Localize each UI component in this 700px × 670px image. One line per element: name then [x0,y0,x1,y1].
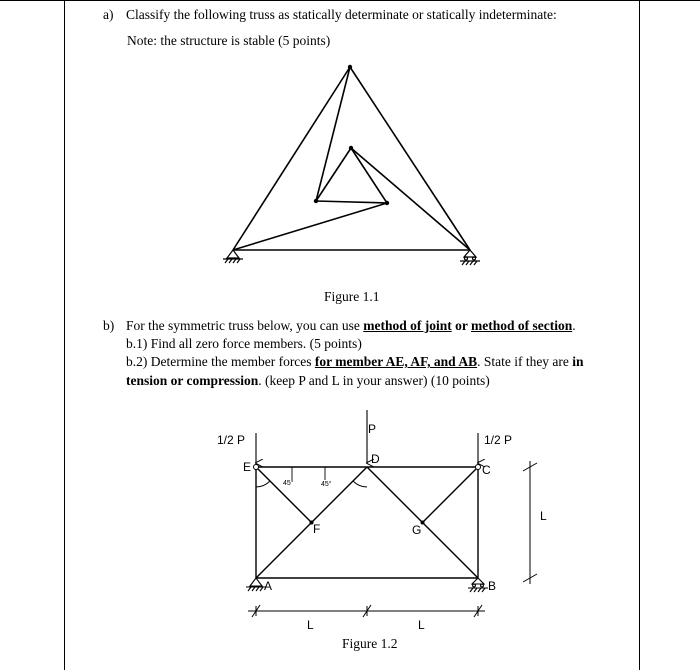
label-p: P [368,422,377,436]
member-GB [423,523,479,579]
label-half-p-left: 1/2 P [217,433,246,447]
part-a-label: a) [103,7,114,22]
label-span-l2: L [418,618,425,632]
method-of-joint: method of joint [363,318,452,333]
label-f: F [313,522,321,536]
joint-inner-right [385,201,389,205]
joint-inner-left [314,199,318,203]
hinge-E [254,465,259,470]
part-b2-pre: b.2) Determine the member forces [126,354,315,369]
part-b-line1-end: . [572,318,576,333]
part-a-question: Classify the following truss as statically determinate or statically indeterminate: [126,7,557,22]
load-arrows [256,410,478,463]
figure-1-1-truss [233,67,470,250]
label-height-l: L [540,509,547,523]
label-a: A [264,579,273,593]
figure-1-2-labels [217,422,547,632]
part-a-note: Note: the structure is stable (5 points) [127,33,331,48]
figure-1-2-joints [310,521,425,525]
member-DG [367,467,423,523]
roller-support-right [460,250,480,265]
label-c: C [482,463,491,477]
pin-support-left [223,250,243,263]
hinge-C [476,465,481,470]
part-b2-in: in [572,354,584,369]
joint-inner-top [349,146,353,150]
part-b2-post: . State if they are [477,354,573,369]
outer-left-member [233,67,350,250]
label-span-l1: L [307,618,314,632]
left-support-to-inner-member [233,203,387,250]
roller-support-B [468,578,488,592]
label-g: G [412,523,422,537]
member-GC [423,467,479,523]
angle-arc-D [353,481,367,487]
label-b: B [488,579,497,593]
pin-support-A [246,578,266,591]
joint-top [348,65,352,69]
tension-or-compression: tension or compression [126,373,259,388]
label-angle-2: 45° [321,481,332,488]
label-angle-1: 45° [283,480,294,487]
outer-right-member [350,67,470,250]
part-b-label: b) [103,318,115,333]
figure-1-1-caption: Figure 1.1 [324,289,380,304]
inner-left-member [316,148,351,201]
label-e: E [243,460,252,474]
member-EF [256,467,312,523]
inner-bottom-member [316,201,387,203]
part-b-or: or [451,318,471,333]
angle-arc-E [256,481,270,487]
right-support-to-inner-member [351,148,470,250]
part-b2-tail: . (keep P and L in your answer) (10 points) [258,373,490,388]
member-AF [256,523,312,579]
member-FD [312,467,368,523]
figure-1-1-joints [314,65,389,205]
top-to-inner-member [316,67,350,201]
part-b2-members: for member AE, AF, and AB [314,354,478,369]
part-b1: b.1) Find all zero force members. (5 points) [126,336,362,351]
inner-right-member [351,148,387,203]
part-b-line1-pre: For the symmetric truss below, you can use [126,318,364,333]
label-d: D [371,452,380,466]
method-of-section: method of section [470,318,573,333]
figure-1-2-caption: Figure 1.2 [342,636,398,651]
label-half-p-right: 1/2 P [484,433,513,447]
